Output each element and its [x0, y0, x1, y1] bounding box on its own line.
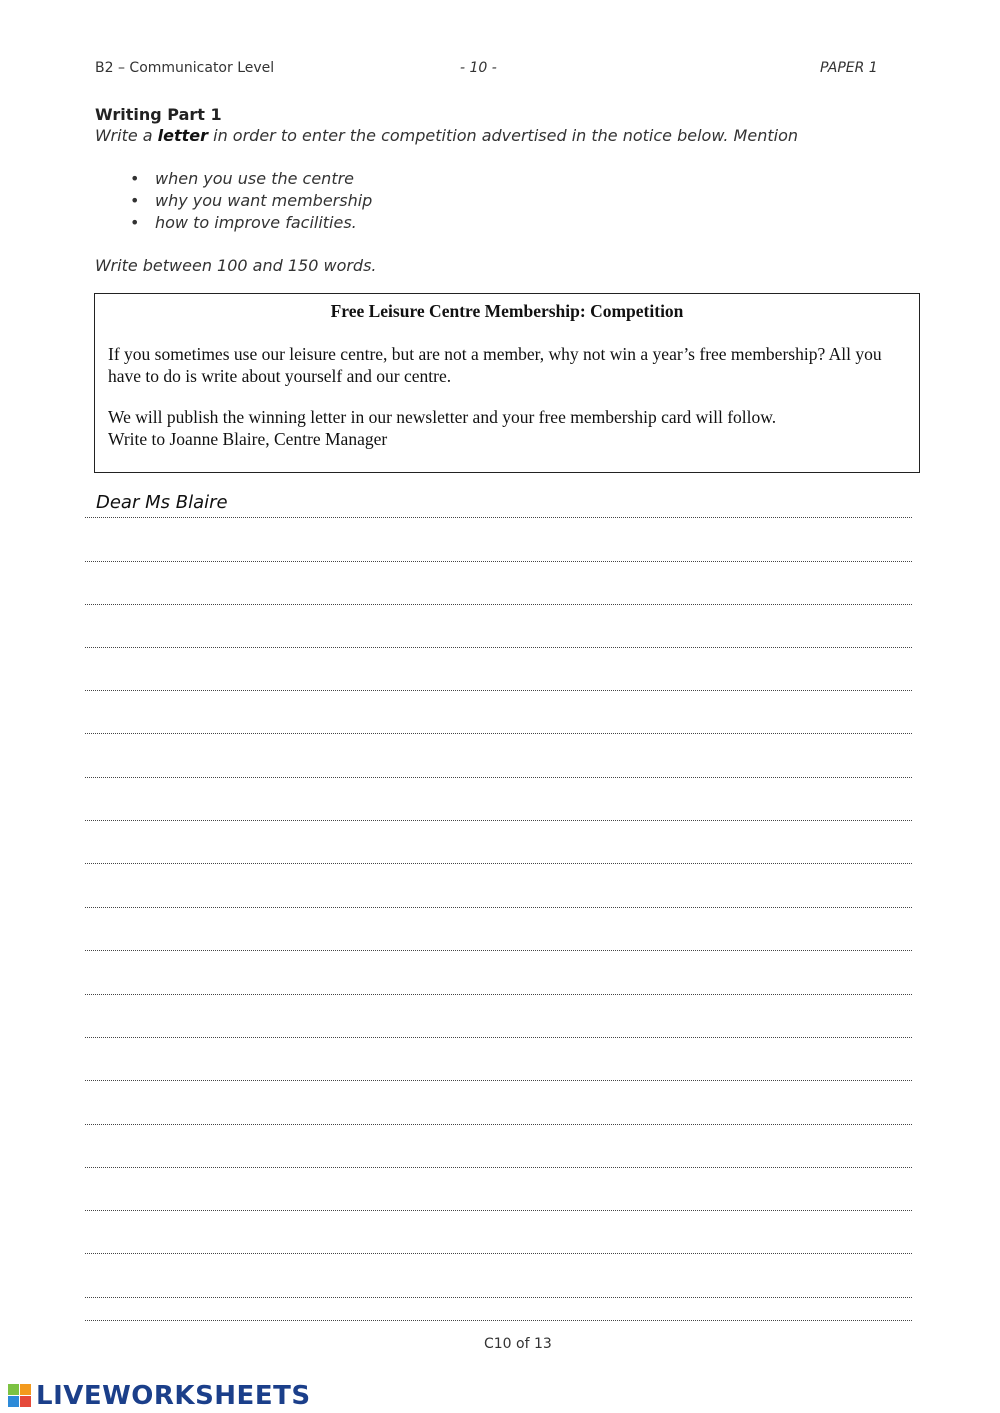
- writing-line[interactable]: [85, 733, 912, 734]
- page-number: - 10 -: [460, 60, 497, 76]
- part-title: Writing Part 1: [95, 105, 222, 124]
- level-label: B2 – Communicator Level: [95, 60, 275, 76]
- logo-block: [20, 1384, 31, 1395]
- writing-line[interactable]: [85, 777, 912, 778]
- logo-block: [8, 1396, 19, 1407]
- writing-line[interactable]: [85, 820, 912, 821]
- writing-line[interactable]: [85, 1167, 912, 1168]
- writing-line[interactable]: [85, 647, 912, 648]
- bullet-dot: •: [130, 191, 140, 210]
- bullet-text: how to improve facilities.: [155, 213, 357, 232]
- writing-line[interactable]: [85, 1124, 912, 1125]
- task-instruction: [95, 126, 798, 145]
- writing-line[interactable]: [85, 950, 912, 951]
- notice-paragraph-1: If you sometimes use our leisure centre, but are not a member, why not win a year’s free membership? All you have to do is write about yourself and our centre.: [108, 344, 882, 386]
- notice-title: Free Leisure Centre Membership: Competition: [330, 301, 684, 321]
- competition-notice: [94, 293, 920, 473]
- page-header: [0, 60, 1000, 80]
- writing-line[interactable]: [85, 994, 912, 995]
- salutation: Dear Ms Blaire: [96, 492, 228, 513]
- bullet-dot: •: [130, 169, 140, 188]
- notice-paragraph-2-line-2: Write to Joanne Blaire, Centre Manager: [108, 429, 388, 449]
- writing-line[interactable]: [85, 1210, 912, 1211]
- instruction-before: Write a: [95, 126, 158, 145]
- brand-wordmark: LIVEWORKSHEETS: [36, 1381, 311, 1411]
- bullet-item: [130, 168, 372, 190]
- notice-paragraph-2-line-1: We will publish the winning letter in our newsletter and your free membership card will follow.: [108, 407, 777, 427]
- instruction-bold: letter: [157, 126, 209, 145]
- writing-line[interactable]: [85, 604, 912, 605]
- bullet-text: why you want membership: [155, 191, 373, 210]
- liveworksheets-icon: [8, 1384, 32, 1408]
- writing-line[interactable]: [85, 1253, 912, 1254]
- writing-line[interactable]: [85, 863, 912, 864]
- writing-line[interactable]: [85, 561, 912, 562]
- bullet-text: when you use the centre: [155, 169, 355, 188]
- writing-line[interactable]: [85, 907, 912, 908]
- instruction-after: in order to enter the competition advertised in the notice below. Mention: [208, 126, 798, 145]
- logo-block: [20, 1396, 31, 1407]
- writing-line[interactable]: [85, 1297, 912, 1298]
- paper-label: PAPER 1: [820, 60, 878, 76]
- logo-block: [8, 1384, 19, 1395]
- writing-line[interactable]: [85, 1080, 912, 1081]
- word-count-instruction: Write between 100 and 150 words.: [95, 256, 377, 275]
- bullet-dot: •: [130, 213, 140, 232]
- writing-line[interactable]: [85, 1320, 912, 1321]
- bullet-list: [130, 168, 372, 234]
- bullet-item: [130, 212, 372, 234]
- writing-line[interactable]: [85, 517, 912, 518]
- page-of-total: C10 of 13: [484, 1336, 552, 1352]
- notice-paragraph-2: [108, 406, 908, 450]
- writing-line[interactable]: [85, 690, 912, 691]
- bullet-item: [130, 190, 372, 212]
- writing-line[interactable]: [85, 1037, 912, 1038]
